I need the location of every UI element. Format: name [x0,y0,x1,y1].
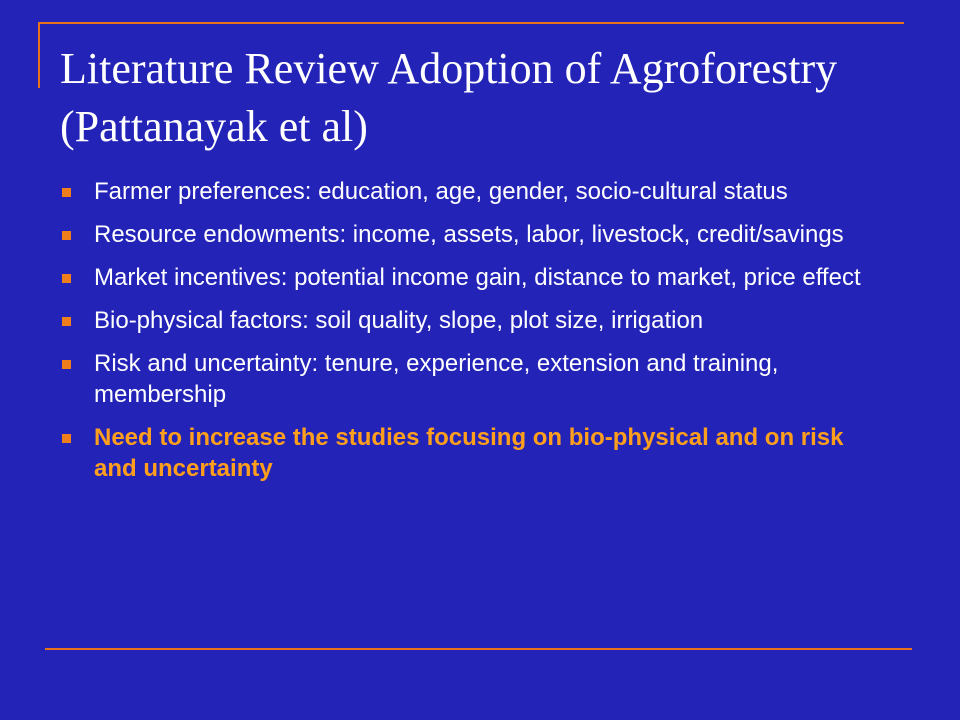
square-bullet-icon [62,434,71,443]
square-bullet-icon [62,317,71,326]
bullet-text: Market incentives: potential income gain, distance to market, price effect [94,264,861,291]
bullet-text: Resource endowments: income, assets, labor, livestock, credit/savings [94,221,844,248]
bullet-item-research-need [60,422,870,484]
slide-title: Literature Review Adoption of Agroforestry (Pattanayak et al) [60,44,838,151]
bullet-text: Need to increase the studies focusing on bio-physical and on risk and uncertainty [94,424,844,482]
bullet-item-market-incentives [60,262,870,293]
square-bullet-icon [62,274,71,283]
bullet-item-risk-uncertainty [60,348,870,410]
bottom-accent-rule [45,648,912,650]
bullet-item-bio-physical-factors [60,305,870,336]
top-accent-rule [38,22,904,24]
bullet-item-resource-endowments [60,219,870,250]
bullet-list [60,176,870,496]
left-accent-rule [38,22,40,88]
bullet-text: Bio-physical factors: soil quality, slope, plot size, irrigation [94,307,704,334]
bullet-text: Farmer preferences: education, age, gender, socio-cultural status [94,178,788,205]
square-bullet-icon [62,188,71,197]
square-bullet-icon [62,360,71,369]
square-bullet-icon [62,231,71,240]
bullet-text: Risk and uncertainty: tenure, experience, extension and training, membership [94,350,779,408]
bullet-item-farmer-preferences [60,176,870,207]
